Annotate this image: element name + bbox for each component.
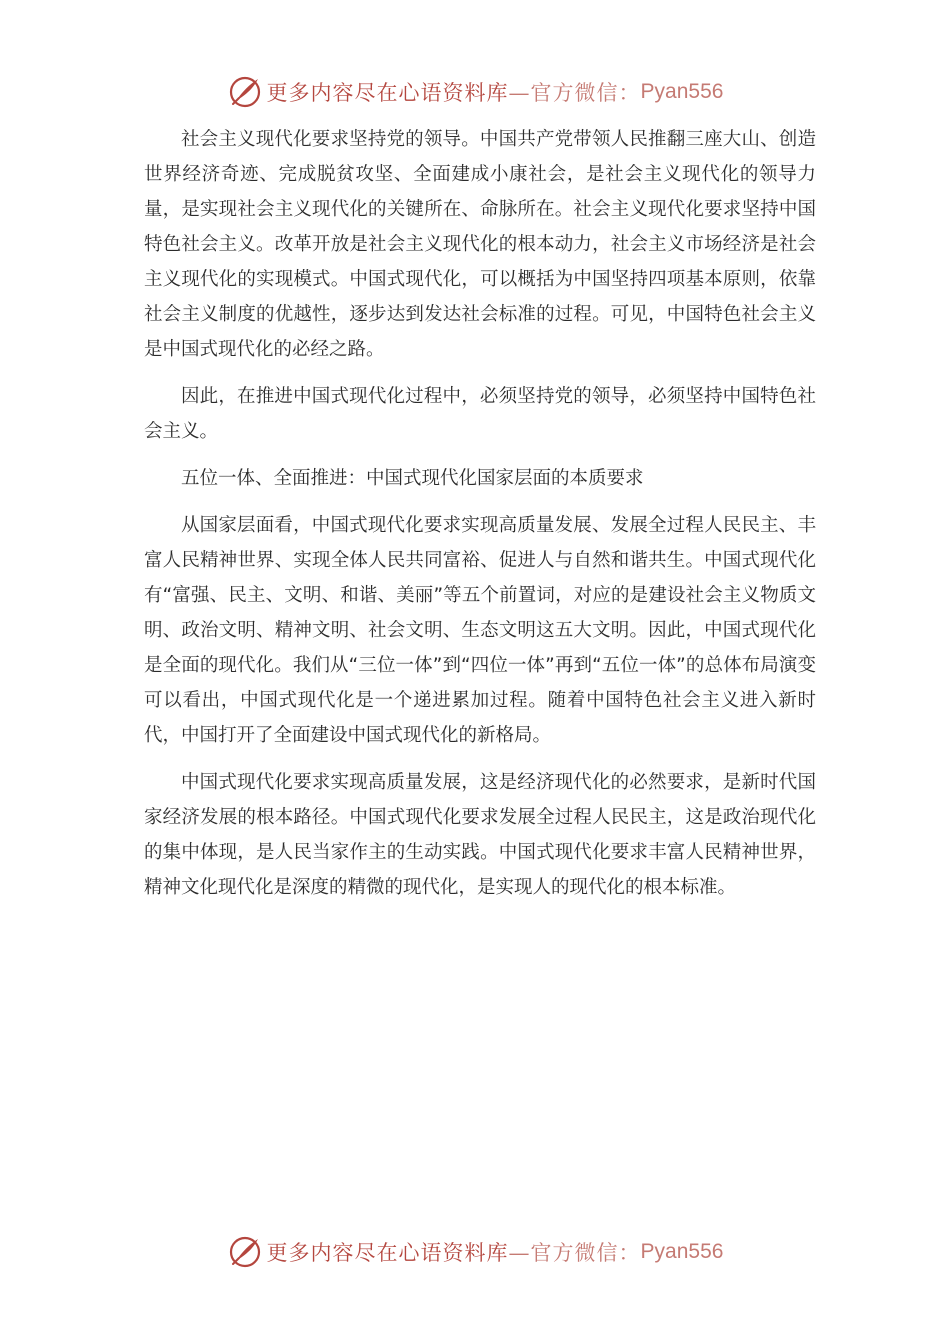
footer-wechat-id: Pyan556 bbox=[640, 1240, 724, 1263]
paragraph-1: 社会主义现代化要求坚持党的领导。中国共产党带领人民推翻三座大山、创造世界经济奇迹、完成脱贫攻坚、全面建成小康社会，是社会主义现代化的领导力量，是实现社会主义现代化的关键所在、命脉所在。社会主义现代化要求坚持中国特色社会主义。改革开放是社会主义现代化的根本动力，社会主义市场经济是社会主义现代化的实现模式。中国式现代化，可以概括为中国坚持四项基本原则，依靠社会主义制度的优越性，逐步达到发达社会标准的过程。可见，中国特色社会主义是中国式现代化的必经之路。 bbox=[144, 129, 816, 360]
header-wechat-id: Pyan556 bbox=[640, 80, 724, 103]
document-body bbox=[144, 122, 816, 917]
quill-logo-icon bbox=[227, 1234, 263, 1270]
quill-logo-icon bbox=[227, 74, 263, 110]
paragraph-3: 从国家层面看，中国式现代化要求实现高质量发展、发展全过程人民民主、丰富人民精神世界、实现全体人民共同富裕、促进人与自然和谐共生。中国式现代化有“富强、民主、文明、和谐、美丽”等五个前置词，对应的是建设社会主义物质文明、政治文明、精神文明、社会文明、生态文明这五大文明。因此，中国式现代化是全面的现代化。我们从“三位一体”到“四位一体”再到“五位一体”的总体布局演变可以看出，中国式现代化是一个递进累加过程。随着中国特色社会主义进入新时代，中国打开了全面建设中国式现代化的新格局。 bbox=[144, 515, 816, 746]
header-wechat-label: —官方微信： bbox=[508, 81, 641, 105]
footer-brand-text: 更多内容尽在心语资料库 bbox=[266, 1241, 509, 1265]
header-brand-text: 更多内容尽在心语资料库 bbox=[266, 81, 509, 105]
section-heading: 五位一体、全面推进：中国式现代化国家层面的本质要求 bbox=[181, 468, 644, 489]
header-watermark bbox=[0, 72, 950, 112]
paragraph-4: 中国式现代化要求实现高质量发展，这是经济现代化的必然要求，是新时代国家经济发展的根本路径。中国式现代化要求发展全过程人民民主，这是政治现代化的集中体现，是人民当家作主的生动实践。中国式现代化要求丰富人民精神世界，精神文化现代化是深度的精微的现代化，是实现人的现代化的根本标准。 bbox=[144, 772, 816, 898]
footer-watermark bbox=[0, 1232, 950, 1272]
footer-wechat-label: —官方微信： bbox=[508, 1241, 641, 1265]
paragraph-2: 因此，在推进中国式现代化过程中，必须坚持党的领导，必须坚持中国特色社会主义。 bbox=[144, 386, 816, 442]
